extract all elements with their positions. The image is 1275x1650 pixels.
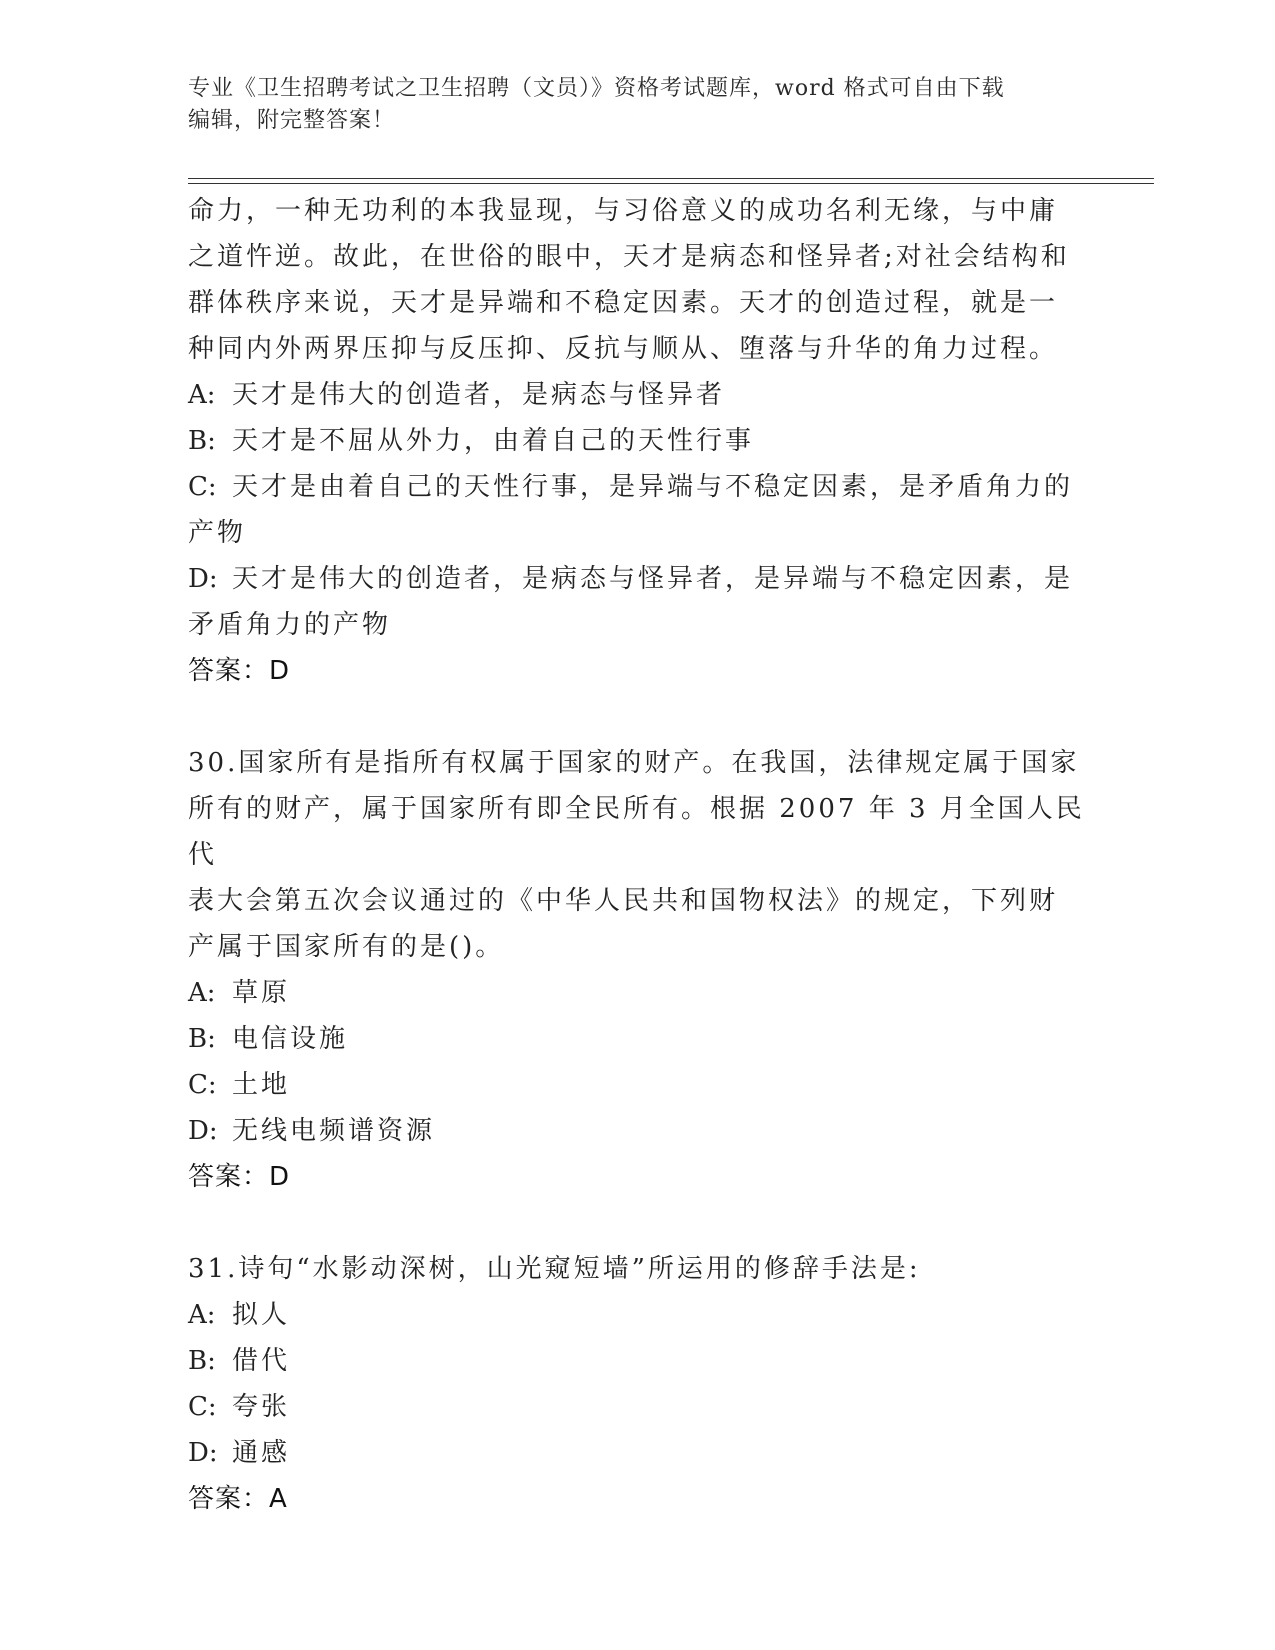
option-text: 借代 <box>232 1346 291 1376</box>
answer-line: 答案：D <box>188 1162 291 1192</box>
option-d <box>188 1430 1088 1476</box>
option-letter: A: <box>188 978 216 1008</box>
question-stem-line: 31.诗句“水影动深树，山光窥短墙”所运用的修辞手法是: <box>188 1254 921 1284</box>
answer-line: 答案：A <box>188 1484 288 1514</box>
header-title-line-1: 专业《卫生招聘考试之卫生招聘（文员）》资格考试题库，word 格式可自由下载 <box>188 76 1005 101</box>
question-31 <box>188 1246 1088 1522</box>
option-letter: A: <box>188 380 216 410</box>
option-text: 拟人 <box>232 1300 291 1330</box>
option-c <box>188 464 1088 510</box>
option-a <box>188 970 1088 1016</box>
option-d-continued: 矛盾角力的产物 <box>188 610 392 640</box>
option-text: 电信设施 <box>232 1024 349 1054</box>
document-header <box>188 73 1088 137</box>
option-letter: D: <box>188 1438 218 1468</box>
option-b <box>188 1016 1088 1062</box>
option-c <box>188 1384 1088 1430</box>
option-d <box>188 1108 1088 1154</box>
question-stem-line: 所有的财产，属于国家所有即全民所有。根据 2007 年 3 月全国人民代 <box>188 794 1085 870</box>
option-letter: B: <box>188 1024 216 1054</box>
header-rule-bottom <box>188 183 1154 184</box>
option-letter: A: <box>188 1300 216 1330</box>
option-letter: C: <box>188 472 217 502</box>
question-stem-line: 群体秩序来说，天才是异端和不稳定因素。天才的创造过程，就是一 <box>188 288 1059 318</box>
option-letter: C: <box>188 1392 217 1422</box>
question-stem-line: 30.国家所有是指所有权属于国家的财产。在我国，法律规定属于国家 <box>188 748 1080 778</box>
option-b <box>188 418 1088 464</box>
document-content <box>188 188 1088 1522</box>
option-text: 夸张 <box>232 1392 291 1422</box>
option-text: 天才是不屈从外力，由着自己的天性行事 <box>232 426 755 456</box>
option-letter: C: <box>188 1070 217 1100</box>
option-letter: B: <box>188 1346 216 1376</box>
question-stem-line: 命力，一种无功利的本我显现，与习俗意义的成功名利无缘，与中庸 <box>188 196 1059 226</box>
question-stem-line: 之道忤逆。故此，在世俗的眼中，天才是病态和怪异者;对社会结构和 <box>188 242 1070 272</box>
option-a <box>188 1292 1088 1338</box>
answer-line: 答案：D <box>188 656 291 686</box>
option-letter: B: <box>188 426 216 456</box>
option-text: 无线电频谱资源 <box>232 1116 436 1146</box>
option-b <box>188 1338 1088 1384</box>
option-a <box>188 372 1088 418</box>
option-text: 通感 <box>232 1438 291 1468</box>
option-text: 土地 <box>232 1070 291 1100</box>
header-rule-top <box>188 178 1154 179</box>
question-30 <box>188 740 1088 1200</box>
option-text: 天才是由着自己的天性行事，是异端与不稳定因素，是矛盾角力的 <box>232 472 1074 502</box>
option-letter: D: <box>188 564 218 594</box>
question-stem-line: 种同内外两界压抑与反压抑、反抗与顺从、堕落与升华的角力过程。 <box>188 334 1059 364</box>
question-stem-line: 产属于国家所有的是()。 <box>188 932 505 962</box>
header-title-line-2: 编辑，附完整答案！ <box>188 108 396 133</box>
option-c-continued: 产物 <box>188 518 247 548</box>
option-d <box>188 556 1088 602</box>
option-text: 草原 <box>232 978 291 1008</box>
option-text: 天才是伟大的创造者，是病态与怪异者 <box>232 380 726 410</box>
option-c <box>188 1062 1088 1108</box>
option-letter: D: <box>188 1116 218 1146</box>
question-stem-line: 表大会第五次会议通过的《中华人民共和国物权法》的规定，下列财 <box>188 886 1059 916</box>
option-text: 天才是伟大的创造者，是病态与怪异者，是异端与不稳定因素，是 <box>232 564 1074 594</box>
question-29-continued <box>188 188 1088 694</box>
